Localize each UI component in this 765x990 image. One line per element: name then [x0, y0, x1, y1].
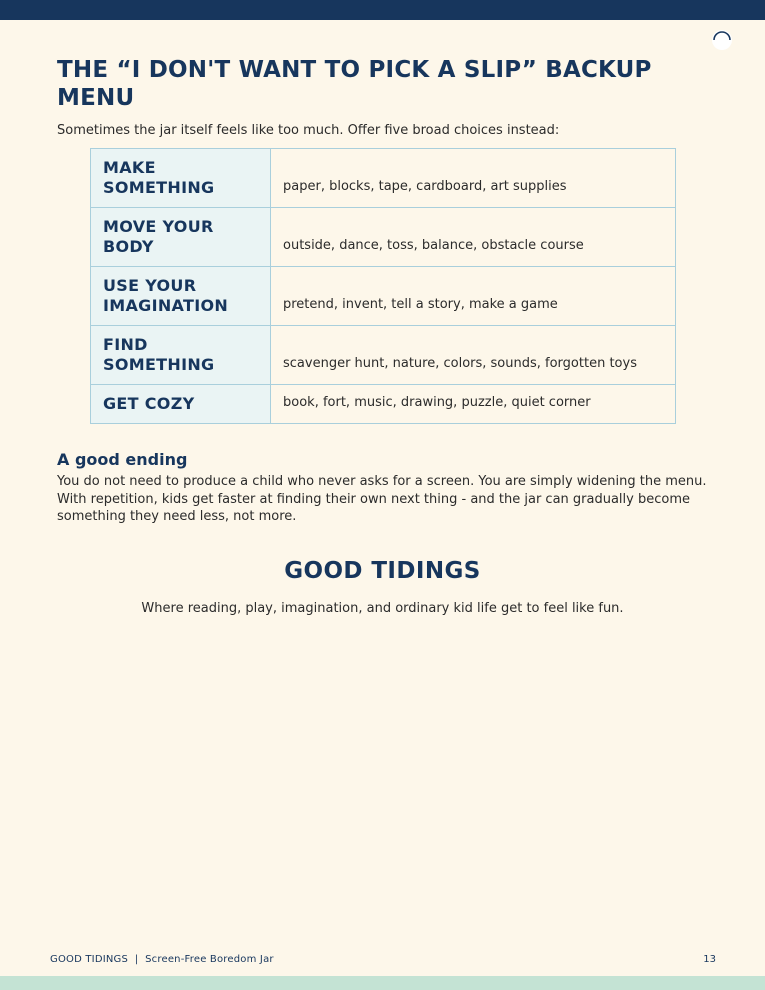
ending-heading: A good ending — [57, 450, 188, 469]
moon-logo-icon — [711, 29, 733, 51]
footer-label: GOOD TIDINGS | Screen-Free Boredom Jar — [50, 954, 274, 965]
choice-cell: MOVE YOUR BODY — [91, 208, 271, 267]
choice-cell: GET COZY — [91, 385, 271, 424]
page-number: 13 — [703, 954, 716, 965]
examples-cell: outside, dance, toss, balance, obstacle course — [271, 208, 676, 267]
page-title: THE “I DON'T WANT TO PICK A SLIP” BACKUP MENU — [57, 57, 652, 111]
top-accent-bar — [0, 0, 765, 20]
examples-cell: scavenger hunt, nature, colors, sounds, forgotten toys — [271, 326, 676, 385]
table-row — [91, 208, 676, 267]
table-row — [91, 326, 676, 385]
choice-cell: FIND SOMETHING — [91, 326, 271, 385]
main-content — [57, 56, 717, 526]
backup-menu-table — [90, 148, 676, 424]
brand-tagline: Where reading, play, imagination, and ordinary kid life get to feel like fun. — [141, 601, 624, 616]
table-row — [91, 385, 676, 424]
examples-cell: book, fort, music, drawing, puzzle, quiet corner — [271, 385, 676, 424]
examples-cell: pretend, invent, tell a story, make a game — [271, 267, 676, 326]
choice-cell: USE YOUR IMAGINATION — [91, 267, 271, 326]
table-row — [91, 149, 676, 208]
choice-cell: MAKE SOMETHING — [91, 149, 271, 208]
examples-cell: paper, blocks, tape, cardboard, art supplies — [271, 149, 676, 208]
table-row — [91, 267, 676, 326]
brand-name: GOOD TIDINGS — [284, 558, 481, 584]
ending-text: You do not need to produce a child who never asks for a screen. You are simply widening the menu. With repetition, kids get faster at finding their own next thing - and the jar can gradually become something they need less, not more. — [57, 474, 707, 524]
bottom-accent-bar — [0, 976, 765, 990]
intro-text: Sometimes the jar itself feels like too much. Offer five broad choices instead: — [57, 123, 560, 138]
brand-block — [0, 556, 765, 618]
